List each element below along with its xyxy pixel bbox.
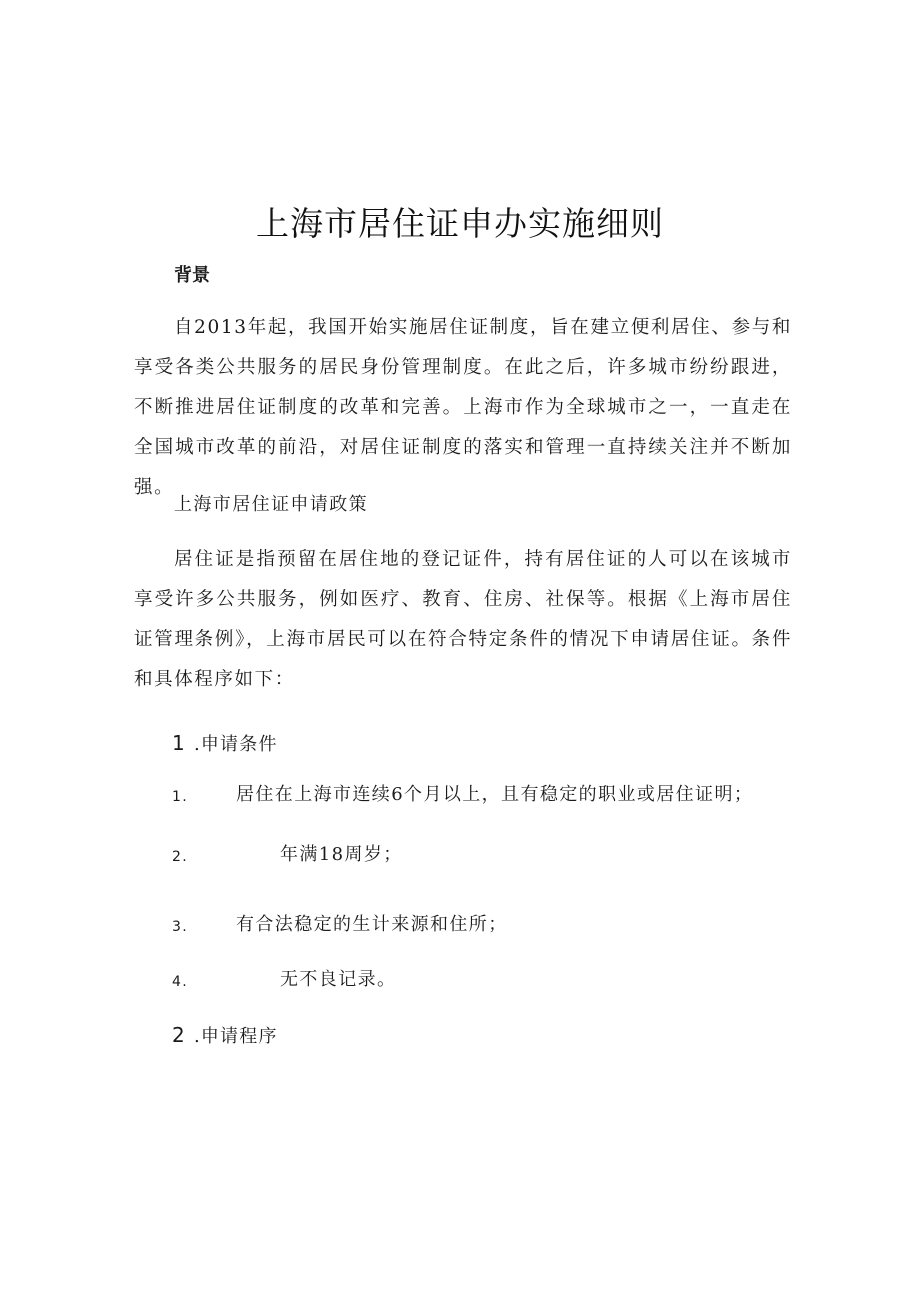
condition-text: 年满18周岁； — [280, 844, 403, 865]
background-paragraph: 自2013年起，我国开始实施居住证制度，旨在建立便利居住、参与和享受各类公共服务的居民身份管理制度。在此之后，许多城市纷纷跟进，不断推进居住证制度的改革和完善。上海市作为全球城市之一，一直走在全国城市改革的前沿，对居住证制度的落实和管理一直持续关注并不断加强。 — [134, 317, 792, 498]
section-heading-procedure — [172, 1020, 278, 1052]
background-heading: 背景 — [174, 265, 210, 286]
condition-text: 无不良记录。 — [280, 969, 397, 990]
policy-paragraph: 居住证是指预留在居住地的登记证件，持有居住证的人可以在该城市享受许多公共服务，例如医疗、教育、住房、社保等。根据《上海市居住证管理条例》，上海市居民可以在符合特定条件的情况下申请居住证。条件和具体程序如下： — [134, 549, 792, 690]
condition-number: 3. — [172, 919, 189, 935]
condition-text: 居住在上海市连续6个月以上，且有稳定的职业或居住证明； — [236, 784, 754, 805]
document-title: 上海市居住证申办实施细则 — [256, 204, 664, 243]
section-label: .申请条件 — [193, 734, 278, 755]
section-number: 2 — [172, 1023, 186, 1047]
section-number: 1 — [172, 731, 186, 755]
section-label: .申请程序 — [193, 1026, 278, 1047]
condition-number: 1. — [172, 789, 189, 805]
condition-number: 4. — [172, 974, 189, 990]
section-heading-conditions — [172, 728, 278, 760]
policy-heading: 上海市居住证申请政策 — [174, 494, 368, 515]
condition-number: 2. — [172, 849, 189, 865]
condition-text: 有合法稳定的生计来源和住所； — [236, 914, 508, 935]
